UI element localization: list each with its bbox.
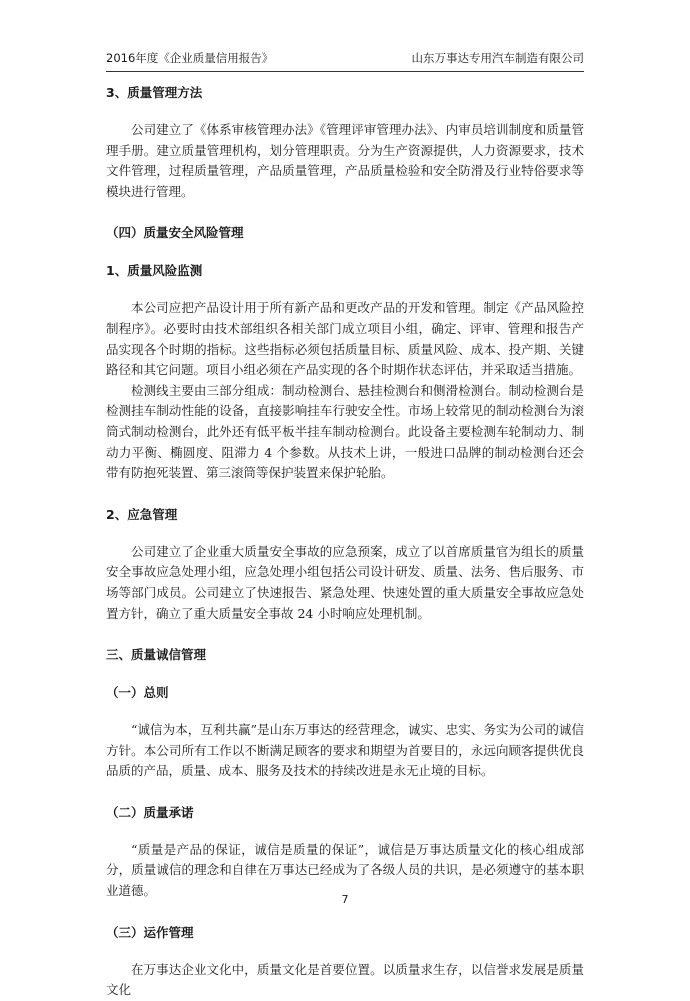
heading-general-principles: （一）总则 xyxy=(106,685,169,701)
heading-quality-commitment: （二）质量承诺 xyxy=(106,804,194,820)
paragraph-quality-commitment: “质量是产品的保证，诚信是质量的保证”，诚信是万事达质量文化的核心组成部分，质量诚信的理念和自律在万事达已经成为了各级人员的共识，是必须遵守的基本职业道德。 xyxy=(106,841,584,899)
heading-risk-management: （四）质量安全风险管理 xyxy=(106,225,244,241)
paragraph-risk-monitoring: 本公司应把产品设计用于所有新产品和更改产品的开发和管理。制定《产品风险控制程序》。必要时由技术部组织各相关部门成立项目小组，确定、评审、管理和报告产品实现各个时期的指标。这些指标必须包括质量目标、质量风险、成本、投产期、关键路径和其它问题。项目小组必须在产品实现的各个时期作状态评估，并采取适当措施。 xyxy=(106,300,584,378)
paragraph-general-principles: “诚信为本，互利共赢”是山东万事达的经营理念，诚实、忠实、务实为公司的诚信方针。本公司所有工作以不断满足顾客的要求和期望为首要目的，永远向顾客提供优良品质的产品，质量、成本、服务及技术的持续改进是永无止境的目标。 xyxy=(106,722,584,779)
heading-emergency-management: 2、应急管理 xyxy=(106,506,178,522)
header-company-name: 山东万事达专用汽车制造有限公司 xyxy=(411,51,584,65)
heading-risk-monitoring: 1、质量风险监测 xyxy=(106,263,203,279)
heading-integrity-management: 三、质量诚信管理 xyxy=(106,647,207,663)
page-number: 7 xyxy=(341,893,349,906)
paragraph-quality-methods: 公司建立了《体系审核管理办法》《管理评审管理办法》、内审员培训制度和质量管理手册。建立质量管理机构，划分管理职责。分为生产资源提供，人力资源要求，技术文件管理，过程质量管理，产品质量管理，产品质量检验和安全防滑及行业特俗要求等模块进行管理。 xyxy=(106,122,584,199)
heading-quality-methods: 3、质量管理方法 xyxy=(106,85,203,100)
header-report-title: 2016年度《企业质量信用报告》 xyxy=(106,51,274,65)
paragraph-operation-management: 在万事达企业文化中，质量文化是首要位置。以质量求生存，以信誉求发展是质量文化 xyxy=(106,961,584,998)
paragraph-inspection-line: 检测线主要由三部分组成：制动检测台、悬挂检测台和侧滑检测台。制动检测台是检测挂车制动性能的设备，直接影响挂车行驶安全性。市场上较常见的制动检测台为滚筒式制动检测台，此外还有低平板半挂车制动检测台。此设备主要检测车轮制动力、制动力平衡、椭圆度、阻滞力 4 个参数。从技术上讲，一般进口品牌的制动检测台还会带有防抱死装置、第三滚筒等保护装置来保护轮胎。 xyxy=(106,382,584,481)
page-header xyxy=(106,50,584,72)
heading-operation-management: （三）运作管理 xyxy=(106,924,194,940)
document-body xyxy=(106,84,584,1001)
paragraph-emergency-management: 公司建立了企业重大质量安全事故的应急预案，成立了以首席质量官为组长的质量安全事故应急处理小组，应急处理小组包括公司设计研发、质量、法务、售后服务、市场等部门成员。公司建立了快速报告、紧急处理、快速处置的重大质量安全事故应急处置方针，确立了重大质量安全事故 24 小时响应处理机制。 xyxy=(106,543,584,621)
